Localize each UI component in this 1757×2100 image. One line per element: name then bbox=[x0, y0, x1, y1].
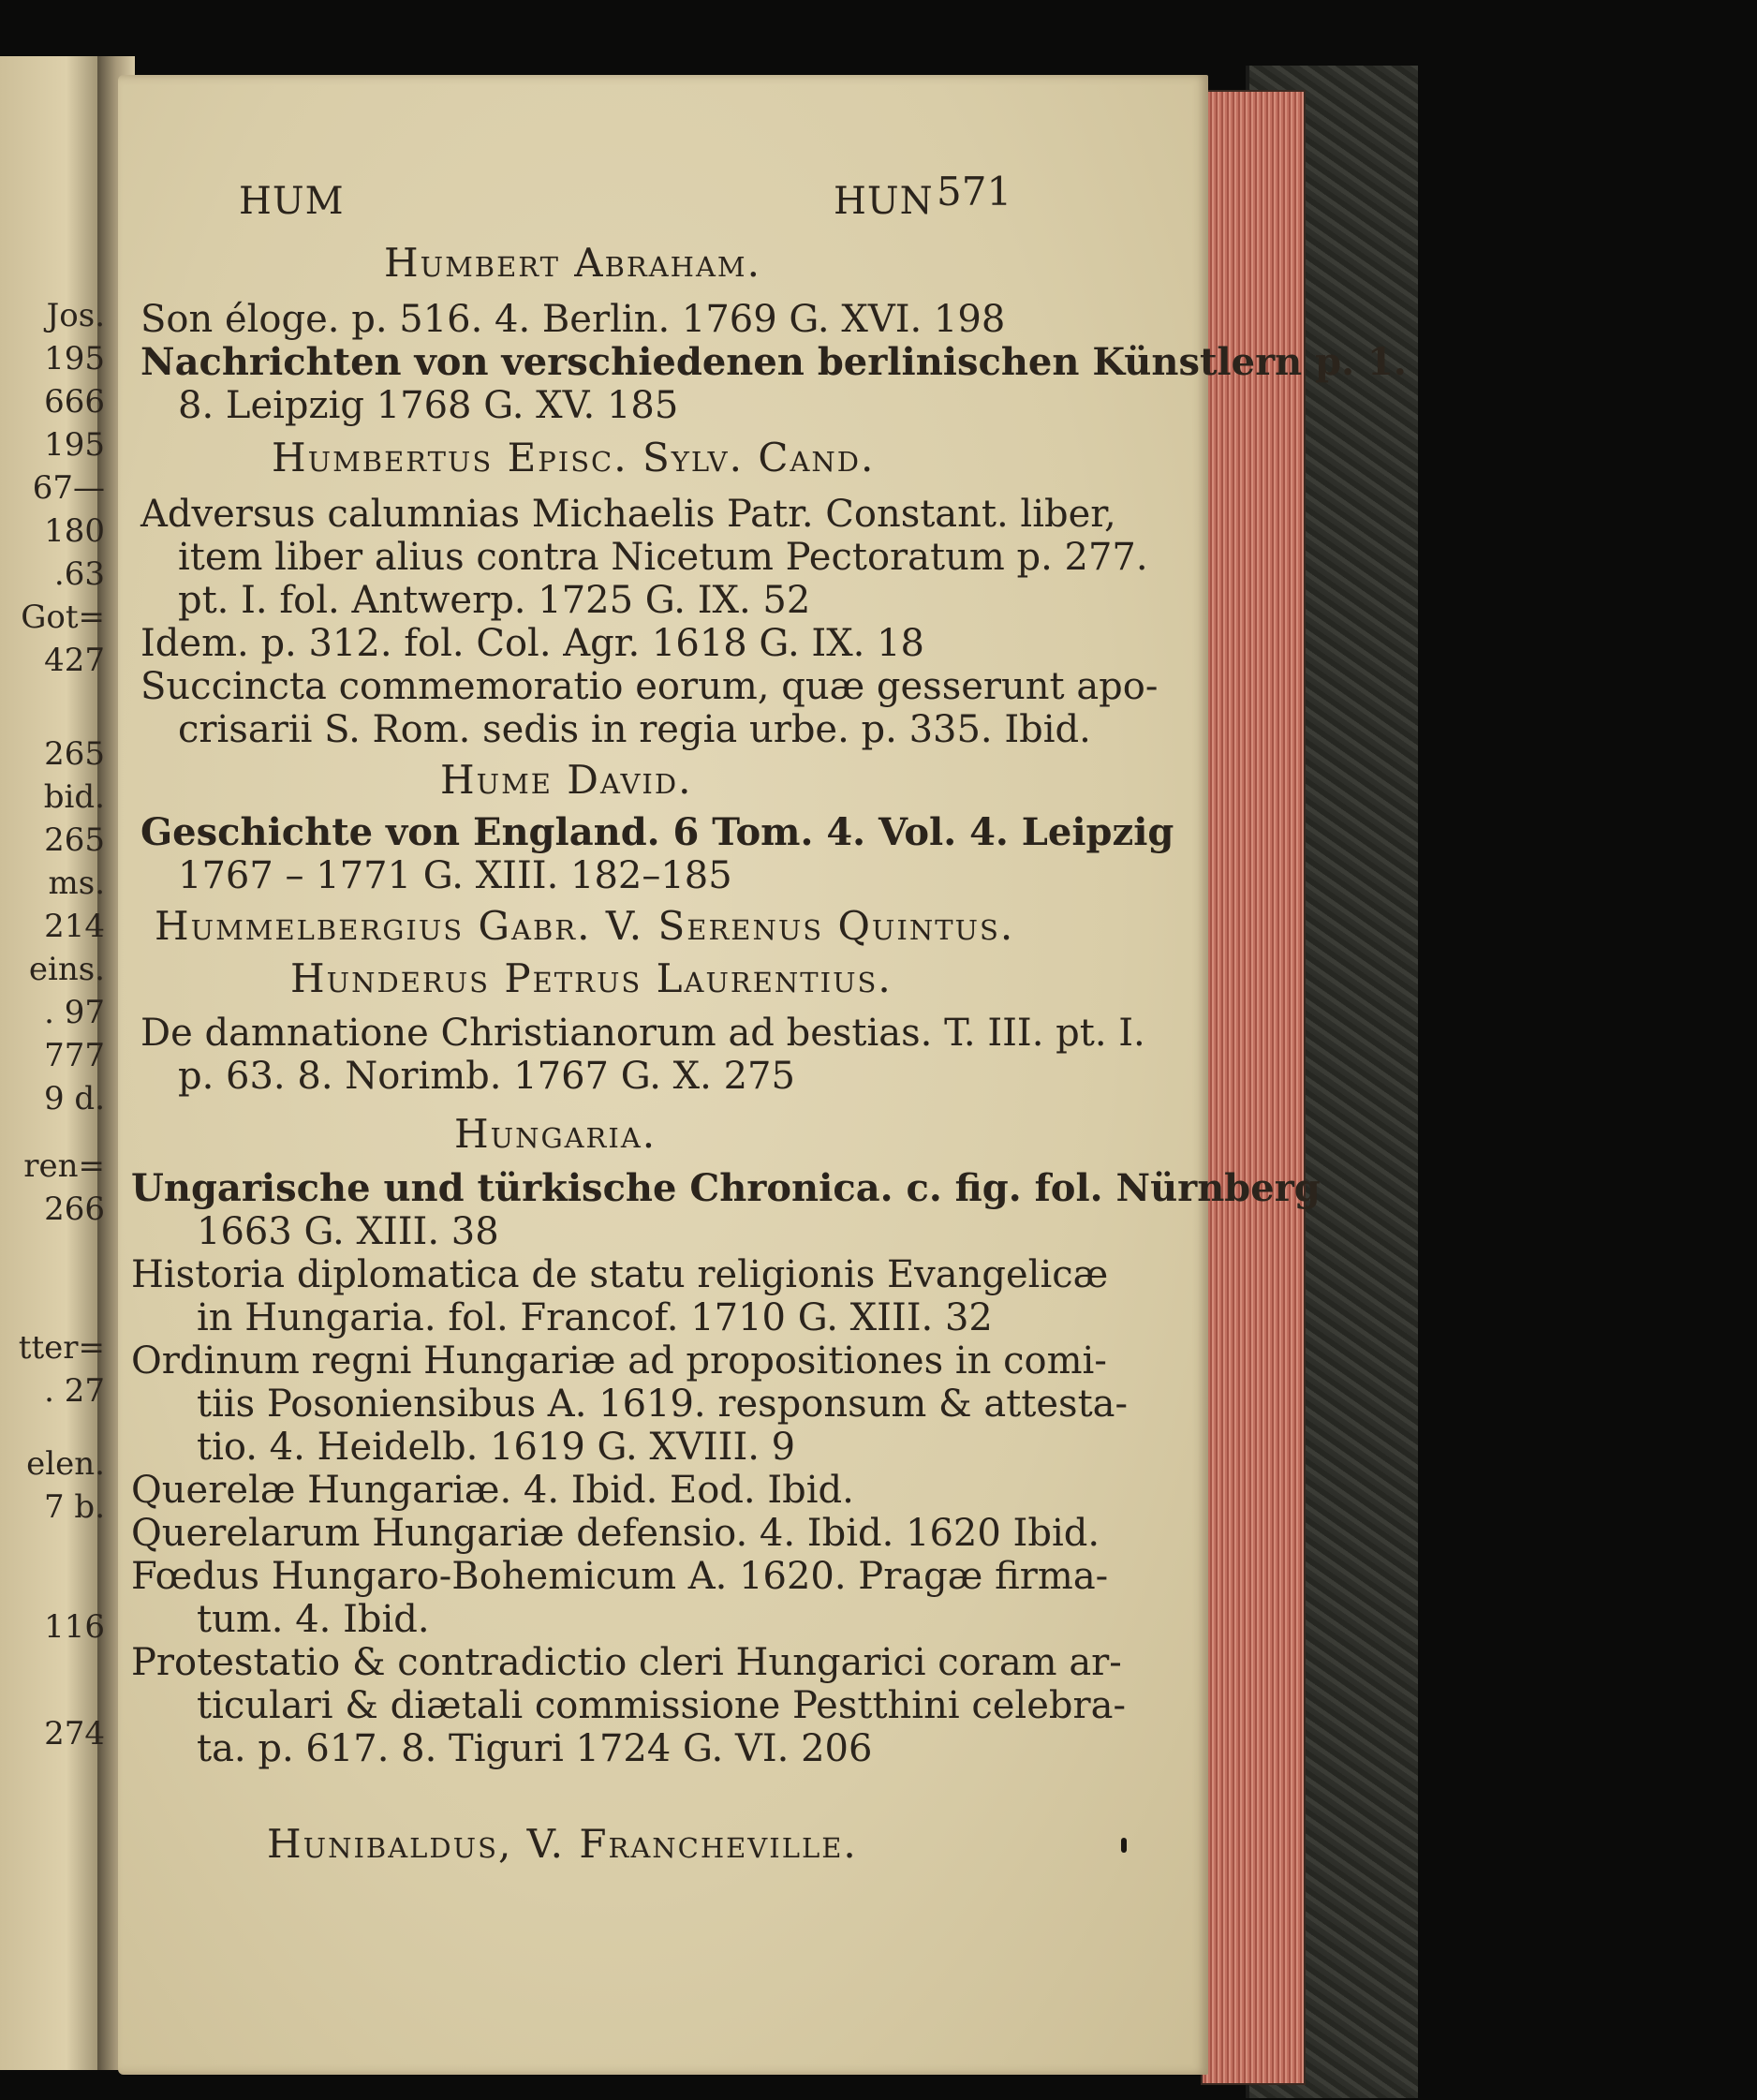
left-page-fragment: 266 bbox=[44, 1191, 105, 1227]
left-page-fragment: tter= bbox=[18, 1330, 105, 1366]
page-number: 571 bbox=[937, 169, 1012, 214]
running-head-right: HUN bbox=[834, 180, 934, 223]
entry-line: pt. I. fol. Antwerp. 1725 G. IX. 52 bbox=[178, 579, 811, 622]
left-page-fragment: 195 bbox=[44, 427, 105, 463]
left-page-fragment: 9 d. bbox=[43, 1081, 105, 1117]
ink-speck bbox=[1121, 1838, 1127, 1853]
left-page-fragment: 666 bbox=[44, 384, 105, 420]
left-page-fragment: 274 bbox=[44, 1716, 105, 1752]
left-page-fragment: 180 bbox=[44, 513, 105, 549]
left-page-fragment: 265 bbox=[44, 736, 105, 772]
entry-line: Querelæ Hungariæ. 4. Ibid. Eod. Ibid. bbox=[131, 1469, 854, 1512]
entry-line: Geschichte von England. 6 Tom. 4. Vol. 4. Leipzig bbox=[140, 810, 1174, 854]
left-page-fragment: Got= bbox=[21, 599, 105, 635]
entry-heading: Hummelbergius Gabr. V. Serenus Quintus. bbox=[155, 903, 1015, 949]
entry-line: ta. p. 617. 8. Tiguri 1724 G. VI. 206 bbox=[197, 1727, 873, 1770]
entry-heading: Humbert Abraham. bbox=[384, 240, 761, 286]
entry-line: Nachrichten von verschiedenen berlinischen Künstlern p. 1. bbox=[140, 340, 1407, 384]
left-page-fragment: 67— bbox=[32, 470, 105, 506]
entry-line: Ungarische und türkische Chronica. c. fig. fol. Nürnberg bbox=[131, 1166, 1321, 1210]
entry-line: tio. 4. Heidelb. 1619 G. XVIII. 9 bbox=[197, 1426, 796, 1469]
left-page-fragment: bid. bbox=[43, 779, 105, 815]
entry-line: 1663 G. XIII. 38 bbox=[197, 1210, 499, 1253]
left-page-fragment: . 97 bbox=[44, 995, 105, 1030]
left-page-fragment: 265 bbox=[44, 822, 105, 858]
left-page-fragment: 427 bbox=[44, 643, 105, 678]
entry-heading: Hunibaldus, V. Francheville. bbox=[267, 1821, 858, 1867]
entry-heading: Hunderus Petrus Laurentius. bbox=[290, 955, 893, 1001]
entry-line: Fœdus Hungaro-Bohemicum A. 1620. Pragæ firma- bbox=[131, 1555, 1109, 1598]
left-page-fragment: ms. bbox=[48, 865, 105, 901]
entry-line: in Hungaria. fol. Francof. 1710 G. XIII. 32 bbox=[197, 1296, 993, 1339]
entry-line: Querelarum Hungariæ defensio. 4. Ibid. 1620 Ibid. bbox=[131, 1512, 1100, 1555]
entry-line: De damnatione Christianorum ad bestias. T. III. pt. I. bbox=[140, 1012, 1145, 1055]
entry-line: item liber alius contra Nicetum Pectoratum p. 277. bbox=[178, 536, 1148, 579]
left-page-fragment: . 27 bbox=[44, 1373, 105, 1409]
left-page-fragment: ren= bbox=[23, 1148, 105, 1184]
entry-line: Adversus calumnias Michaelis Patr. Constant. liber, bbox=[140, 493, 1116, 536]
left-page-fragment: 195 bbox=[44, 341, 105, 377]
entry-line: Historia diplomatica de statu religionis Evangelicæ bbox=[131, 1253, 1109, 1296]
left-page-fragment: Jos. bbox=[46, 298, 105, 333]
left-page-fragment: 7 b. bbox=[43, 1489, 105, 1525]
entry-heading: Hume David. bbox=[440, 757, 693, 803]
entry-line: Succincta commemoratio eorum, quæ gesserunt apo- bbox=[140, 665, 1159, 708]
page-edges bbox=[1201, 90, 1306, 2085]
entry-line: Protestatio & contradictio cleri Hungarici coram ar- bbox=[131, 1641, 1122, 1684]
entry-line: 8. Leipzig 1768 G. XV. 185 bbox=[178, 384, 679, 427]
entry-line: 1767 – 1771 G. XIII. 182–185 bbox=[178, 854, 732, 897]
left-page-fragment: .63 bbox=[53, 556, 105, 592]
entry-line: ticulari & diætali commissione Pestthini celebra- bbox=[197, 1684, 1126, 1727]
entry-line: tiis Posoniensibus A. 1619. responsum & attesta- bbox=[197, 1383, 1129, 1426]
left-page-fragment: 777 bbox=[44, 1038, 105, 1073]
left-page-fragment: 214 bbox=[44, 909, 105, 944]
entry-line: Idem. p. 312. fol. Col. Agr. 1618 G. IX. 18 bbox=[140, 622, 924, 665]
left-page-fragment: eins. bbox=[28, 952, 105, 987]
entry-heading: Humbertus Episc. Sylv. Cand. bbox=[272, 435, 876, 481]
entry-line: tum. 4. Ibid. bbox=[197, 1598, 430, 1641]
entry-heading: Hungaria. bbox=[454, 1111, 657, 1157]
entry-line: Ordinum regni Hungariæ ad propositiones in comi- bbox=[131, 1339, 1107, 1383]
running-head-left: HUM bbox=[239, 180, 345, 223]
entry-line: crisarii S. Rom. sedis in regia urbe. p. 335. Ibid. bbox=[178, 708, 1091, 751]
entry-line: p. 63. 8. Norimb. 1767 G. X. 275 bbox=[178, 1055, 795, 1098]
left-page-fragment: elen. bbox=[26, 1446, 105, 1482]
entry-line: Son éloge. p. 516. 4. Berlin. 1769 G. XVI. 198 bbox=[140, 298, 1006, 341]
left-page-fragment: 116 bbox=[44, 1609, 105, 1645]
